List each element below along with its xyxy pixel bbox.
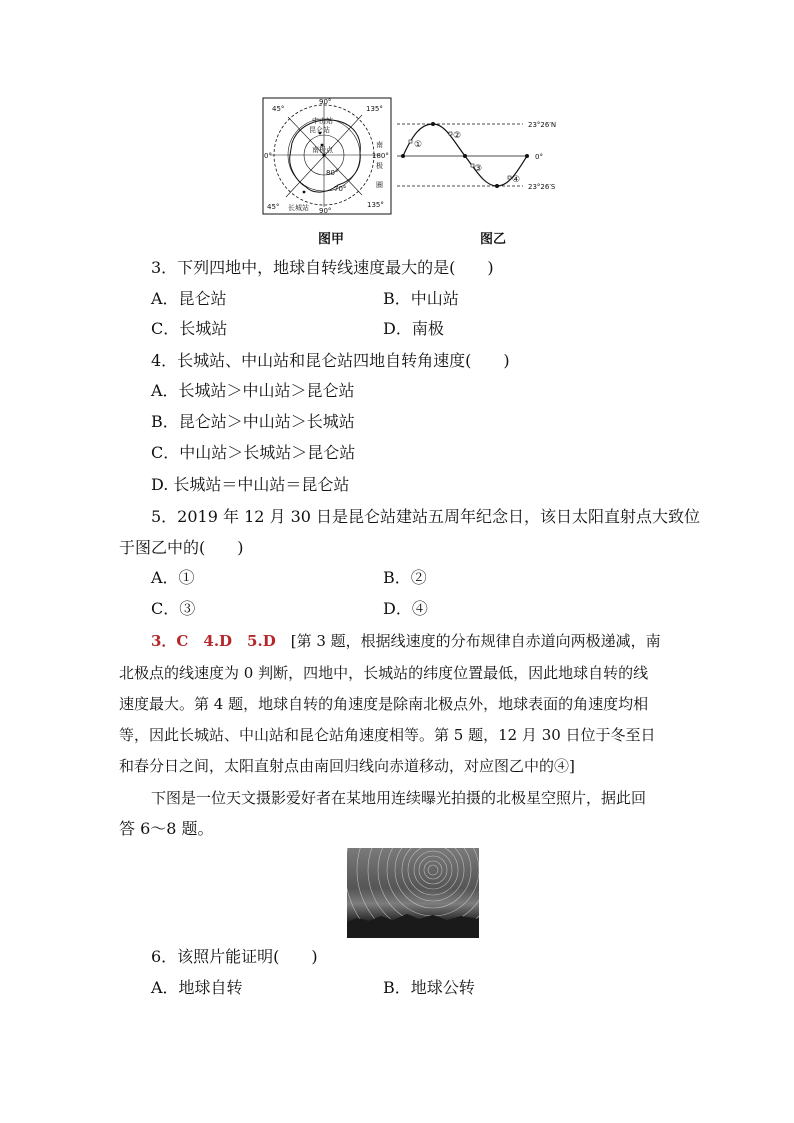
label-45-bl: 45° — [267, 203, 280, 211]
question-4-stem: 4．长城站、中山站和昆仑站四地自转角速度( ) — [151, 351, 510, 370]
label-ji: 极 — [376, 162, 383, 170]
marker-2: ② — [453, 131, 462, 141]
mountain-silhouette — [347, 914, 479, 938]
label-135-tr: 135° — [366, 105, 383, 113]
question-3-option-b: B．中山站 — [383, 289, 459, 308]
label-kunlun: 昆仑站 — [309, 126, 330, 134]
label-nan: 南 — [376, 141, 383, 149]
figure-yi-caption: 图乙 — [480, 232, 507, 247]
changcheng-dot — [303, 191, 306, 194]
curve-point-mid — [463, 154, 467, 158]
question-6-option-b: B．地球公转 — [383, 978, 475, 997]
answer-line-3: 速度最大。第 4 题，地球自转的角速度是除南北极点外，地球表面的角速度均相 — [119, 695, 649, 713]
label-changcheng: 长城站 — [288, 204, 309, 212]
label-90-top: 90° — [319, 98, 332, 106]
subsolar-point-curve-figure — [395, 114, 567, 194]
marker-4: ④ — [512, 175, 521, 185]
antarctic-map-figure — [262, 97, 392, 215]
intro-line-1: 下图是一位天文摄影爱好者在某地用连续曝光拍摄的北极星空照片，据此回 — [151, 789, 647, 807]
question-3-option-c: C．长城站 — [151, 319, 228, 338]
label-lat-0: 0° — [535, 153, 543, 161]
answer-keys: 3．C 4.D 5.D — [151, 632, 276, 650]
label-south-pole: 南极点 — [312, 146, 333, 154]
answer-line-2: 北极点的线速度为 0 判断，四地中，长城站的纬度位置最低，因此地球自转的线 — [119, 664, 649, 682]
marker-4-box — [508, 176, 511, 179]
star-trail-arcs — [347, 848, 479, 938]
marker-1-box — [409, 140, 412, 143]
question-4-option-c: C．中山站＞长城站＞昆仑站 — [151, 443, 356, 462]
question-3-stem: 3．下列四地中，地球自转线速度最大的是( ) — [151, 258, 494, 277]
answer-line-1-text: [第 3 题，根据线速度的分布规律自赤道向两极递减，南 — [275, 632, 661, 650]
curve-point-end — [525, 154, 529, 158]
label-80: 80° — [326, 169, 339, 177]
label-90-bottom: 90° — [319, 207, 332, 215]
label-quan: 圈 — [376, 181, 383, 189]
question-5-stem-line2: 于图乙中的( ) — [119, 538, 244, 557]
star-trail-photo — [347, 848, 479, 938]
marker-1: ① — [414, 140, 423, 150]
label-180: 180° — [372, 152, 389, 160]
label-zhongshan: 中山站 — [312, 117, 333, 125]
label-135-br: 135° — [367, 201, 384, 209]
curve-point-top — [431, 122, 435, 126]
figure-jia-caption: 图甲 — [318, 232, 345, 247]
marker-2-box — [449, 132, 452, 135]
intro-line-2: 答 6～8 题。 — [119, 819, 214, 838]
label-lat-n: 23°26′N — [528, 121, 557, 129]
question-6-option-a: A．地球自转 — [151, 978, 243, 997]
question-3-option-a: A．昆仑站 — [151, 289, 227, 308]
question-4-option-a: A．长城站＞中山站＞昆仑站 — [151, 381, 355, 400]
question-5-stem-line1: 5．2019 年 12 月 30 日是昆仑站建站五周年纪念日，该日太阳直射点大致位 — [151, 507, 701, 526]
label-70: 70° — [334, 185, 347, 193]
question-4-option-d: D. 长城站＝中山站＝昆仑站 — [151, 475, 350, 494]
marker-3: ③ — [474, 164, 483, 174]
answer-line-5: 和春分日之间，太阳直射点由南回归线向赤道移动，对应图乙中的④] — [119, 757, 575, 775]
curve-point-bottom — [495, 184, 499, 188]
label-0: 0° — [264, 152, 272, 160]
answer-line-4: 等，因此长城站、中山站和昆仑站角速度相等。第 5 题，12 月 30 日位于冬至日 — [119, 726, 656, 744]
question-5-option-a: A．① — [151, 568, 195, 587]
curve-point-start — [401, 154, 405, 158]
question-4-option-b: B．昆仑站＞中山站＞长城站 — [151, 412, 355, 431]
question-5-option-c: C．③ — [151, 599, 196, 618]
question-5-option-b: B．② — [383, 568, 427, 587]
label-45-tl: 45° — [272, 105, 285, 113]
answer-line-1 — [151, 630, 661, 652]
question-3-option-d: D．南极 — [383, 319, 444, 338]
label-lat-s: 23°26′S — [528, 183, 556, 191]
question-5-option-d: D．④ — [383, 599, 428, 618]
question-6-stem: 6．该照片能证明( ) — [151, 947, 318, 966]
